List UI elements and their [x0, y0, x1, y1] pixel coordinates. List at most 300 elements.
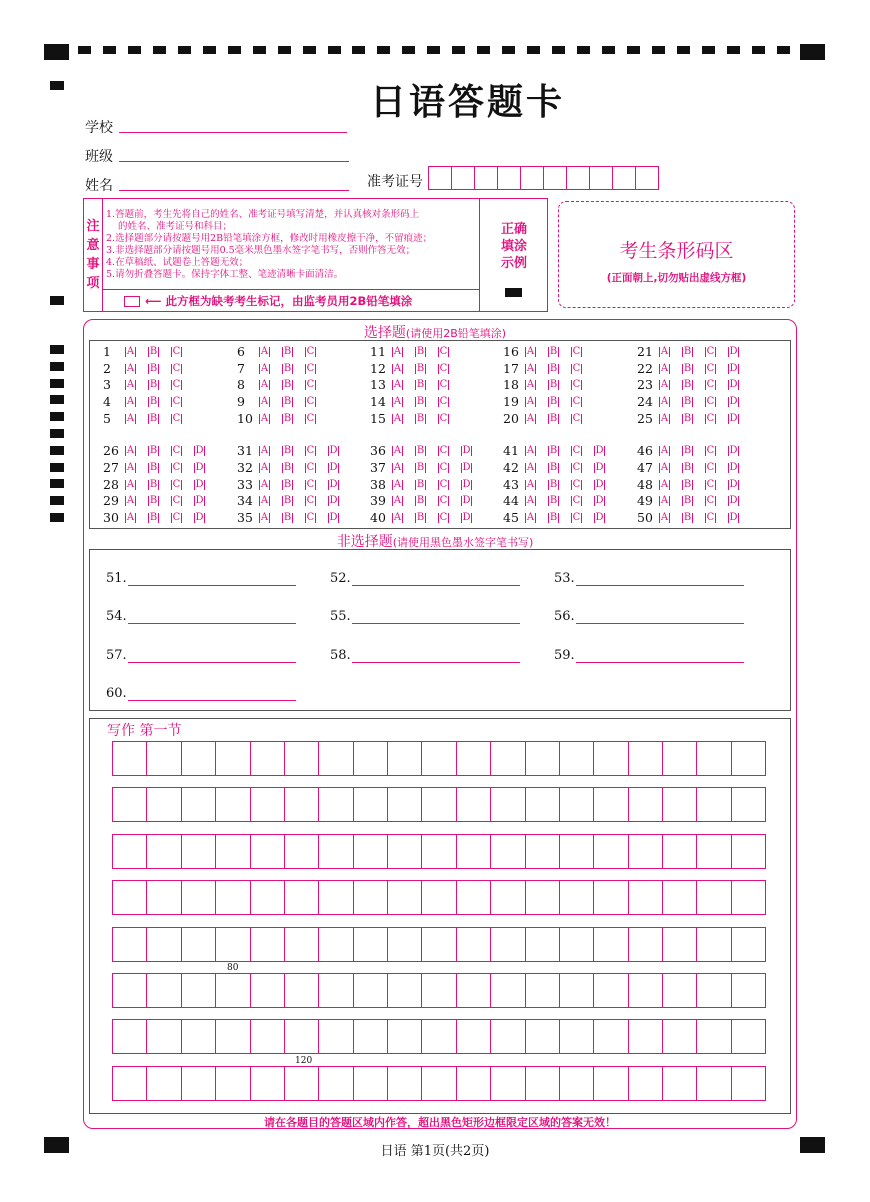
- option-bubble[interactable]: A: [393, 413, 402, 424]
- question-number: 20: [503, 411, 519, 426]
- option-bubble[interactable]: C: [172, 379, 181, 390]
- option-bubble[interactable]: A: [393, 363, 402, 374]
- timing-mark: [50, 379, 64, 388]
- option-bubble[interactable]: C: [706, 495, 715, 506]
- option-bubble[interactable]: A: [526, 479, 535, 490]
- option-bubble[interactable]: B: [283, 379, 292, 390]
- question-number: 3: [103, 377, 111, 392]
- option-bubble[interactable]: D: [195, 495, 204, 506]
- timing-mark: [577, 46, 590, 54]
- option-bubble[interactable]: D: [729, 346, 738, 357]
- option-bubble[interactable]: D: [595, 512, 604, 523]
- option-bubble[interactable]: C: [706, 363, 715, 374]
- timing-mark: [103, 46, 116, 54]
- option-bubble[interactable]: A: [126, 379, 135, 390]
- option-bubble[interactable]: A: [260, 363, 269, 374]
- question-number: 48: [637, 477, 653, 492]
- timing-mark: [78, 46, 91, 54]
- name-label: 姓名: [85, 178, 113, 194]
- timing-mark: [128, 46, 141, 54]
- school-label: 学校: [85, 120, 113, 136]
- answer-line[interactable]: [352, 662, 520, 663]
- timing-mark: [228, 46, 241, 54]
- option-bubble[interactable]: C: [439, 479, 448, 490]
- option-bubble[interactable]: A: [126, 396, 135, 407]
- timing-mark: [50, 362, 64, 371]
- option-bubble[interactable]: A: [260, 346, 269, 357]
- arrow-left-icon: ⟵: [145, 294, 162, 308]
- option-bubble[interactable]: D: [595, 462, 604, 473]
- timing-mark: [777, 46, 790, 54]
- option-bubble[interactable]: C: [306, 512, 315, 523]
- question-number: 19: [503, 394, 519, 409]
- option-bubble[interactable]: A: [260, 379, 269, 390]
- blank-number: 58.: [330, 648, 351, 663]
- option-bubble[interactable]: C: [439, 512, 448, 523]
- timing-mark: [50, 513, 64, 522]
- timing-mark: [203, 46, 216, 54]
- question-number: 50: [637, 510, 653, 525]
- option-bubble[interactable]: B: [683, 396, 692, 407]
- question-number: 5: [103, 411, 111, 426]
- question-number: 4: [103, 394, 111, 409]
- option-bubble[interactable]: C: [172, 413, 181, 424]
- question-number: 32: [237, 460, 253, 475]
- question-number: 11: [370, 344, 386, 359]
- option-bubble[interactable]: C: [306, 445, 315, 456]
- notice-box: [83, 198, 548, 312]
- option-bubble[interactable]: C: [572, 462, 581, 473]
- option-bubble[interactable]: B: [549, 445, 558, 456]
- option-bubble[interactable]: C: [706, 379, 715, 390]
- option-bubble[interactable]: A: [393, 495, 402, 506]
- option-bubble[interactable]: C: [306, 495, 315, 506]
- timing-mark: [50, 412, 64, 421]
- question-number: 49: [637, 493, 653, 508]
- option-bubble[interactable]: C: [706, 462, 715, 473]
- timing-mark: [178, 46, 191, 54]
- option-bubble[interactable]: D: [195, 462, 204, 473]
- option-bubble[interactable]: A: [126, 445, 135, 456]
- option-bubble[interactable]: D: [729, 445, 738, 456]
- option-bubble[interactable]: B: [416, 445, 425, 456]
- option-bubble[interactable]: C: [706, 396, 715, 407]
- option-bubble[interactable]: D: [329, 445, 338, 456]
- option-bubble[interactable]: D: [729, 479, 738, 490]
- answer-line[interactable]: [128, 700, 296, 701]
- option-bubble[interactable]: D: [729, 462, 738, 473]
- option-bubble[interactable]: C: [439, 462, 448, 473]
- writing-grid-row[interactable]: [112, 1066, 766, 1101]
- option-bubble[interactable]: D: [595, 495, 604, 506]
- option-bubble[interactable]: A: [393, 396, 402, 407]
- option-bubble[interactable]: A: [393, 512, 402, 523]
- option-bubble[interactable]: C: [172, 462, 181, 473]
- option-bubble[interactable]: B: [683, 462, 692, 473]
- option-bubble[interactable]: A: [660, 363, 669, 374]
- option-bubble[interactable]: D: [195, 479, 204, 490]
- option-bubble[interactable]: B: [416, 479, 425, 490]
- question-number: 39: [370, 493, 386, 508]
- option-bubble[interactable]: B: [549, 363, 558, 374]
- option-bubble[interactable]: B: [149, 462, 158, 473]
- question-number: 44: [503, 493, 519, 508]
- option-bubble[interactable]: D: [329, 495, 338, 506]
- question-number: 45: [503, 510, 519, 525]
- answer-line[interactable]: [128, 662, 296, 663]
- option-bubble[interactable]: D: [729, 413, 738, 424]
- option-bubble[interactable]: C: [572, 413, 581, 424]
- option-bubble[interactable]: D: [462, 495, 471, 506]
- question-number: 7: [237, 361, 245, 376]
- question-number: 1: [103, 344, 111, 359]
- option-bubble[interactable]: A: [526, 512, 535, 523]
- timing-mark: [50, 429, 64, 438]
- option-bubble[interactable]: B: [683, 363, 692, 374]
- option-bubble[interactable]: D: [729, 363, 738, 374]
- question-number: 46: [637, 443, 653, 458]
- choice-section-title: 选择题(请使用2B铅笔填涂): [363, 325, 507, 341]
- question-number: 41: [503, 443, 519, 458]
- option-bubble[interactable]: C: [306, 379, 315, 390]
- option-bubble[interactable]: A: [526, 363, 535, 374]
- option-bubble[interactable]: B: [416, 346, 425, 357]
- option-bubble[interactable]: B: [149, 396, 158, 407]
- option-bubble[interactable]: D: [462, 462, 471, 473]
- option-bubble[interactable]: C: [439, 396, 448, 407]
- option-bubble[interactable]: C: [172, 346, 181, 357]
- option-bubble[interactable]: D: [462, 512, 471, 523]
- option-bubble[interactable]: A: [126, 363, 135, 374]
- option-bubble[interactable]: A: [260, 396, 269, 407]
- option-bubble[interactable]: D: [595, 479, 604, 490]
- question-number: 23: [637, 377, 653, 392]
- option-bubble[interactable]: B: [149, 413, 158, 424]
- option-bubble[interactable]: B: [549, 346, 558, 357]
- question-number: 6: [237, 344, 245, 359]
- timing-mark: [278, 46, 291, 54]
- option-bubble[interactable]: C: [439, 363, 448, 374]
- notice-text: 1.答题前，考生先将自己的姓名、准考证号填写清楚，并认真核对条形码上 的姓名、准考证号和科目； 2.选择题部分请按题号用2B铅笔填涂方框，修改时用橡皮擦干净，不留痕迹； 3.非选择题部分请按题号用0.5毫米黑色墨水签字笔书写，否则作答无效； 4.在草稿纸、试题卷上答题无效； 5.请勿折叠答题卡。保持字体工整、笔迹清晰卡面清洁。: [106, 209, 433, 280]
- option-bubble[interactable]: C: [306, 479, 315, 490]
- option-bubble[interactable]: B: [283, 445, 292, 456]
- option-bubble[interactable]: C: [306, 346, 315, 357]
- option-bubble[interactable]: A: [526, 495, 535, 506]
- option-bubble[interactable]: B: [683, 445, 692, 456]
- option-bubble[interactable]: A: [393, 462, 402, 473]
- option-bubble[interactable]: A: [260, 512, 269, 523]
- answer-line[interactable]: [352, 623, 520, 624]
- question-number: 37: [370, 460, 386, 475]
- timing-mark: [50, 446, 64, 455]
- option-bubble[interactable]: A: [660, 396, 669, 407]
- option-bubble[interactable]: A: [260, 413, 269, 424]
- barcode-area: [558, 201, 795, 308]
- answer-line[interactable]: [128, 623, 296, 624]
- option-bubble[interactable]: B: [283, 512, 292, 523]
- option-bubble[interactable]: A: [126, 479, 135, 490]
- option-bubble[interactable]: B: [283, 346, 292, 357]
- option-bubble[interactable]: D: [329, 479, 338, 490]
- question-number: 38: [370, 477, 386, 492]
- option-bubble[interactable]: C: [172, 495, 181, 506]
- option-bubble[interactable]: A: [660, 462, 669, 473]
- timing-mark: [452, 46, 465, 54]
- option-bubble[interactable]: B: [416, 379, 425, 390]
- option-bubble[interactable]: A: [660, 346, 669, 357]
- option-bubble[interactable]: C: [572, 479, 581, 490]
- option-bubble[interactable]: C: [572, 445, 581, 456]
- question-number: 42: [503, 460, 519, 475]
- option-bubble[interactable]: C: [439, 413, 448, 424]
- timing-mark: [702, 46, 715, 54]
- option-bubble[interactable]: D: [729, 495, 738, 506]
- option-bubble[interactable]: C: [172, 363, 181, 374]
- absent-checkbox[interactable]: [124, 296, 140, 307]
- option-bubble[interactable]: B: [283, 479, 292, 490]
- timing-mark: [477, 46, 490, 54]
- option-bubble[interactable]: D: [729, 379, 738, 390]
- timing-marks-top: [78, 46, 790, 54]
- option-bubble[interactable]: A: [260, 445, 269, 456]
- timing-mark: [50, 395, 64, 404]
- option-bubble[interactable]: A: [660, 413, 669, 424]
- option-bubble[interactable]: B: [416, 462, 425, 473]
- blank-number: 56.: [554, 609, 575, 624]
- option-bubble[interactable]: B: [149, 379, 158, 390]
- option-bubble[interactable]: D: [729, 512, 738, 523]
- option-bubble[interactable]: A: [526, 396, 535, 407]
- answer-line[interactable]: [576, 585, 744, 586]
- option-bubble[interactable]: A: [393, 379, 402, 390]
- option-bubble[interactable]: D: [595, 445, 604, 456]
- option-bubble[interactable]: C: [706, 413, 715, 424]
- option-bubble[interactable]: B: [549, 479, 558, 490]
- answer-line[interactable]: [576, 623, 744, 624]
- option-bubble[interactable]: A: [660, 379, 669, 390]
- answer-line[interactable]: [128, 585, 296, 586]
- writing-grid-row[interactable]: [112, 834, 766, 869]
- timing-mark: [50, 479, 64, 488]
- timing-mark: [677, 46, 690, 54]
- option-bubble[interactable]: D: [329, 462, 338, 473]
- option-bubble[interactable]: B: [283, 396, 292, 407]
- class-label: 班级: [85, 149, 113, 165]
- corner-mark-top-left: [44, 44, 69, 60]
- option-bubble[interactable]: C: [572, 495, 581, 506]
- option-bubble[interactable]: C: [439, 379, 448, 390]
- option-bubble[interactable]: D: [462, 479, 471, 490]
- question-number: 9: [237, 394, 245, 409]
- option-bubble[interactable]: A: [260, 462, 269, 473]
- writing-grid-row[interactable]: [112, 880, 766, 915]
- option-bubble[interactable]: B: [149, 445, 158, 456]
- page-title: 日语答题卡: [369, 82, 565, 123]
- word-count-mark: 80: [227, 963, 239, 973]
- writing-title: 写作 第一节: [107, 723, 182, 739]
- option-bubble[interactable]: C: [706, 512, 715, 523]
- timing-mark: [303, 46, 316, 54]
- option-bubble[interactable]: B: [549, 495, 558, 506]
- timing-mark: [652, 46, 665, 54]
- option-bubble[interactable]: B: [683, 512, 692, 523]
- class-field[interactable]: [119, 161, 349, 162]
- question-number: 33: [237, 477, 253, 492]
- option-bubble[interactable]: A: [660, 479, 669, 490]
- blank-number: 52.: [330, 571, 351, 586]
- option-bubble[interactable]: A: [126, 346, 135, 357]
- fill-section: [89, 549, 791, 711]
- question-number: 43: [503, 477, 519, 492]
- option-bubble[interactable]: A: [526, 462, 535, 473]
- timing-mark: [153, 46, 166, 54]
- writing-grid-row[interactable]: [112, 927, 766, 962]
- answer-line[interactable]: [352, 585, 520, 586]
- option-bubble[interactable]: B: [416, 512, 425, 523]
- timing-mark: [502, 46, 515, 54]
- option-bubble[interactable]: B: [549, 379, 558, 390]
- writing-grid-row[interactable]: [112, 741, 766, 776]
- option-bubble[interactable]: B: [283, 363, 292, 374]
- option-bubble[interactable]: D: [729, 396, 738, 407]
- option-bubble[interactable]: C: [439, 445, 448, 456]
- option-bubble[interactable]: A: [393, 445, 402, 456]
- option-bubble[interactable]: C: [172, 479, 181, 490]
- barcode-subtitle: (正面朝上,切勿贴出虚线方框): [606, 272, 747, 284]
- option-bubble[interactable]: B: [683, 479, 692, 490]
- option-bubble[interactable]: B: [149, 512, 158, 523]
- name-field[interactable]: [119, 190, 349, 191]
- option-bubble[interactable]: B: [283, 462, 292, 473]
- option-bubble[interactable]: C: [306, 363, 315, 374]
- option-bubble[interactable]: A: [526, 445, 535, 456]
- option-bubble[interactable]: B: [149, 479, 158, 490]
- question-number: 30: [103, 510, 119, 525]
- option-bubble[interactable]: A: [526, 346, 535, 357]
- option-bubble[interactable]: C: [306, 396, 315, 407]
- option-bubble[interactable]: B: [283, 413, 292, 424]
- option-bubble[interactable]: B: [283, 495, 292, 506]
- option-bubble[interactable]: B: [149, 363, 158, 374]
- timing-mark: [352, 46, 365, 54]
- blank-number: 51.: [106, 571, 127, 586]
- option-bubble[interactable]: C: [439, 495, 448, 506]
- option-bubble[interactable]: A: [526, 413, 535, 424]
- option-bubble[interactable]: B: [416, 363, 425, 374]
- option-bubble[interactable]: B: [549, 396, 558, 407]
- option-bubble[interactable]: C: [172, 396, 181, 407]
- fill-section-title: 非选择题(请使用黑色墨水签字笔书写): [336, 534, 534, 550]
- school-field[interactable]: [119, 132, 347, 133]
- timing-mark: [727, 46, 740, 54]
- option-bubble[interactable]: C: [572, 346, 581, 357]
- filled-mark-example: [505, 288, 522, 297]
- option-bubble[interactable]: C: [172, 512, 181, 523]
- option-bubble[interactable]: B: [416, 396, 425, 407]
- option-bubble[interactable]: B: [416, 495, 425, 506]
- option-bubble[interactable]: B: [149, 495, 158, 506]
- question-number: 25: [637, 411, 653, 426]
- question-number: 29: [103, 493, 119, 508]
- blank-number: 54.: [106, 609, 127, 624]
- writing-grid-row[interactable]: [112, 1019, 766, 1054]
- timing-marks-side: [50, 345, 64, 530]
- question-number: 22: [637, 361, 653, 376]
- option-bubble[interactable]: D: [195, 445, 204, 456]
- option-bubble[interactable]: A: [393, 346, 402, 357]
- timing-mark: [427, 46, 440, 54]
- option-bubble[interactable]: B: [549, 512, 558, 523]
- option-bubble[interactable]: B: [416, 413, 425, 424]
- question-number: 18: [503, 377, 519, 392]
- question-number: 8: [237, 377, 245, 392]
- question-number: 27: [103, 460, 119, 475]
- question-number: 28: [103, 477, 119, 492]
- option-bubble[interactable]: A: [260, 479, 269, 490]
- option-bubble[interactable]: C: [172, 445, 181, 456]
- option-bubble[interactable]: B: [549, 413, 558, 424]
- option-bubble[interactable]: B: [683, 495, 692, 506]
- option-bubble[interactable]: C: [572, 512, 581, 523]
- option-bubble[interactable]: A: [126, 512, 135, 523]
- option-bubble[interactable]: A: [126, 462, 135, 473]
- exam-id-label: 准考证号: [367, 174, 423, 190]
- question-number: 15: [370, 411, 386, 426]
- option-bubble[interactable]: C: [706, 479, 715, 490]
- option-bubble[interactable]: A: [660, 512, 669, 523]
- option-bubble[interactable]: C: [572, 379, 581, 390]
- option-bubble[interactable]: B: [683, 413, 692, 424]
- writing-grid-row[interactable]: [112, 787, 766, 822]
- option-bubble[interactable]: A: [126, 495, 135, 506]
- option-bubble[interactable]: A: [526, 379, 535, 390]
- timing-mark: [627, 46, 640, 54]
- option-bubble[interactable]: C: [572, 396, 581, 407]
- option-bubble[interactable]: D: [462, 445, 471, 456]
- option-bubble[interactable]: C: [306, 462, 315, 473]
- timing-mark: [50, 345, 64, 354]
- option-bubble[interactable]: A: [126, 413, 135, 424]
- timing-mark: [377, 46, 390, 54]
- option-bubble[interactable]: C: [439, 346, 448, 357]
- question-number: 12: [370, 361, 386, 376]
- option-bubble[interactable]: A: [393, 479, 402, 490]
- option-bubble[interactable]: D: [329, 512, 338, 523]
- blank-number: 55.: [330, 609, 351, 624]
- option-bubble[interactable]: A: [660, 495, 669, 506]
- fill-example: 正确 填涂 示例: [479, 199, 548, 311]
- option-bubble[interactable]: C: [572, 363, 581, 374]
- word-count-mark: 120: [295, 1056, 313, 1066]
- option-bubble[interactable]: C: [306, 413, 315, 424]
- answer-line[interactable]: [576, 662, 744, 663]
- option-bubble[interactable]: B: [683, 346, 692, 357]
- timing-mark: [50, 463, 64, 472]
- option-bubble[interactable]: B: [683, 379, 692, 390]
- option-bubble[interactable]: B: [149, 346, 158, 357]
- option-bubble[interactable]: D: [195, 512, 204, 523]
- option-bubble[interactable]: B: [549, 462, 558, 473]
- option-bubble[interactable]: C: [706, 445, 715, 456]
- option-bubble[interactable]: A: [660, 445, 669, 456]
- question-number: 16: [503, 344, 519, 359]
- side-mark: [50, 296, 64, 305]
- writing-grid-row[interactable]: [112, 973, 766, 1008]
- exam-id-boxes[interactable]: [428, 166, 659, 190]
- question-number: 40: [370, 510, 386, 525]
- option-bubble[interactable]: C: [706, 346, 715, 357]
- option-bubble[interactable]: A: [260, 495, 269, 506]
